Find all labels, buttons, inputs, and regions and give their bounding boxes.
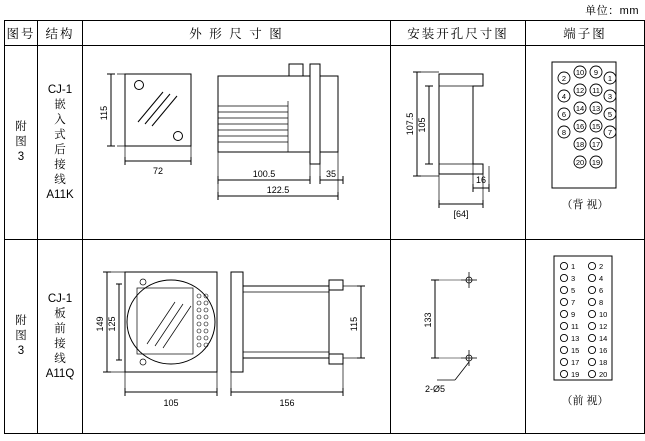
row1-structure-l8: A11K — [46, 188, 74, 201]
row1-dim-64: [64] — [453, 209, 469, 220]
svg-text:9: 9 — [593, 68, 599, 78]
row1-dim-122-5: 122.5 — [266, 185, 290, 196]
svg-text:18: 18 — [599, 358, 608, 368]
row2-structure-l2: 板 — [54, 307, 66, 320]
svg-text:13: 13 — [591, 104, 601, 114]
svg-text:17: 17 — [571, 358, 580, 368]
row1-outline-svg — [83, 46, 388, 234]
header-mounting-hole: 安装开孔尺寸图 — [391, 21, 526, 46]
row2-structure-l6: A11Q — [45, 367, 75, 380]
svg-text:16: 16 — [575, 122, 585, 132]
svg-text:20: 20 — [575, 158, 585, 168]
row1-drawing-no-l3: 3 — [17, 151, 25, 164]
svg-text:20: 20 — [599, 370, 608, 380]
svg-text:3: 3 — [607, 92, 613, 102]
row1-mounting-drawing — [391, 46, 526, 240]
svg-text:4: 4 — [599, 274, 604, 284]
svg-text:6: 6 — [561, 110, 567, 120]
table-header-row — [5, 21, 645, 46]
row2-dim-115: 115 — [349, 316, 359, 332]
row2-drawing-no-l3: 3 — [17, 345, 25, 358]
svg-text:17: 17 — [591, 140, 601, 150]
row2-mounting-drawing — [391, 240, 526, 434]
svg-text:1: 1 — [571, 262, 576, 272]
svg-text:8: 8 — [599, 298, 604, 308]
row2-dim-105: 105 — [163, 398, 179, 409]
row2-structure — [38, 240, 83, 434]
row2-dim-149: 149 — [95, 316, 105, 332]
svg-text:15: 15 — [591, 122, 601, 132]
row2-drawing-no-l2: 图 — [15, 330, 27, 343]
table-row — [5, 240, 645, 434]
row2-dim-2-d5: 2-Ø5 — [424, 384, 446, 395]
row1-dim-105: 105 — [417, 117, 427, 133]
row2-structure-l4: 接 — [54, 337, 66, 350]
row1-dim-72: 72 — [152, 166, 164, 177]
svg-text:12: 12 — [599, 322, 608, 332]
row1-structure-l7: 线 — [54, 173, 66, 186]
row1-structure-l6: 接 — [54, 158, 66, 171]
row1-drawing-no-l1: 附 — [15, 121, 27, 134]
row1-structure-l3: 入 — [54, 113, 66, 126]
svg-text:9: 9 — [571, 310, 576, 320]
row2-dim-156: 156 — [279, 398, 295, 409]
row1-drawing-no-l2: 图 — [15, 136, 27, 149]
svg-text:14: 14 — [575, 104, 585, 114]
svg-text:19: 19 — [591, 158, 601, 168]
svg-text:10: 10 — [599, 310, 608, 320]
svg-text:16: 16 — [599, 346, 608, 356]
row2-outline-svg — [83, 240, 388, 428]
svg-text:3: 3 — [571, 274, 576, 284]
row2-dim-133: 133 — [423, 312, 433, 328]
row1-structure-l1: CJ-1 — [47, 83, 73, 96]
svg-text:14: 14 — [599, 334, 608, 344]
row1-structure-l4: 式 — [54, 128, 66, 141]
svg-text:1: 1 — [607, 74, 613, 84]
svg-text:4: 4 — [561, 92, 567, 102]
row1-terminal-diagram — [526, 46, 645, 240]
row2-drawing-no-l1: 附 — [15, 315, 27, 328]
row1-outline-drawing — [83, 46, 391, 240]
row1-structure-l2: 嵌 — [54, 98, 66, 111]
svg-text:11: 11 — [571, 322, 579, 332]
svg-text:13: 13 — [571, 334, 580, 344]
svg-text:18: 18 — [575, 140, 585, 150]
row2-drawing-no — [5, 240, 38, 434]
svg-text:10: 10 — [575, 68, 585, 78]
svg-text:6: 6 — [599, 286, 604, 296]
svg-text:5: 5 — [607, 110, 613, 120]
svg-text:5: 5 — [571, 286, 576, 296]
svg-text:15: 15 — [571, 346, 580, 356]
row2-structure-l1: CJ-1 — [47, 292, 73, 305]
svg-text:2: 2 — [561, 74, 567, 84]
header-outline-dimensions: 外 形 尺 寸 图 — [83, 21, 391, 46]
row1-dim-16: 16 — [475, 175, 487, 186]
row2-outline-drawing — [83, 240, 391, 434]
row2-terminal-caption: （前 视） — [561, 395, 609, 408]
svg-text:7: 7 — [571, 298, 576, 308]
row1-structure-l5: 后 — [54, 143, 66, 156]
row2-terminal-diagram — [526, 240, 645, 434]
header-terminal: 端子图 — [526, 21, 645, 46]
svg-text:8: 8 — [561, 128, 567, 138]
svg-text:12: 12 — [575, 86, 585, 96]
svg-text:7: 7 — [607, 128, 613, 138]
row2-structure-l3: 前 — [54, 322, 66, 335]
svg-text:11: 11 — [592, 86, 600, 96]
header-drawing-no: 图号 — [5, 21, 38, 46]
table-row — [5, 46, 645, 240]
row2-mounting-svg — [391, 240, 523, 428]
row2-structure-l5: 线 — [54, 352, 66, 365]
row1-dim-107-5: 107.5 — [405, 113, 415, 136]
row1-dim-100-5: 100.5 — [252, 169, 276, 180]
row1-mounting-svg — [391, 46, 523, 234]
row1-dim-115: 115 — [99, 106, 109, 121]
row1-structure — [38, 46, 83, 240]
svg-text:19: 19 — [571, 370, 580, 380]
header-structure: 结构 — [38, 21, 83, 46]
row1-terminal-caption: （背 视） — [561, 199, 609, 212]
row2-dim-125: 125 — [107, 316, 117, 332]
dimension-table — [4, 20, 645, 434]
row1-drawing-no — [5, 46, 38, 240]
row1-dim-35: 35 — [325, 169, 337, 180]
svg-text:2: 2 — [599, 262, 604, 272]
unit-note: 单位：mm — [585, 5, 639, 17]
